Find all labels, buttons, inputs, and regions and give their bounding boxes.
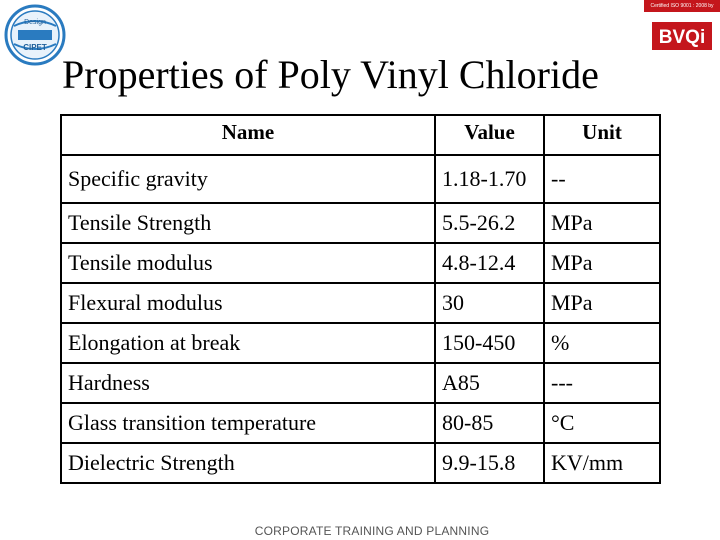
cell-value: 80-85 [435, 403, 544, 443]
cell-unit: MPa [544, 203, 660, 243]
table-row [61, 283, 660, 323]
header-name: Name [61, 115, 435, 155]
cell-name: Flexural modulus [61, 283, 435, 323]
certification-strip: Certified ISO 9001 : 2008 by [644, 0, 720, 12]
table-row [61, 363, 660, 403]
cipet-logo [2, 4, 68, 66]
cell-unit: °C [544, 403, 660, 443]
table-header-row [61, 115, 660, 155]
cell-name: Glass transition temperature [61, 403, 435, 443]
cell-unit: --- [544, 363, 660, 403]
logo-left-bottom-text: CIPET [23, 43, 47, 52]
header-unit: Unit [544, 115, 660, 155]
cell-name: Tensile Strength [61, 203, 435, 243]
bvqi-certification-logo [644, 0, 720, 52]
table-row [61, 443, 660, 483]
cell-value: 150-450 [435, 323, 544, 363]
cell-name: Hardness [61, 363, 435, 403]
table-row [61, 243, 660, 283]
slide-title: Properties of Poly Vinyl Chloride [62, 52, 599, 97]
cell-unit: -- [544, 155, 660, 203]
cell-unit: MPa [544, 283, 660, 323]
properties-table [60, 114, 661, 484]
cell-unit: MPa [544, 243, 660, 283]
cell-value: 30 [435, 283, 544, 323]
logo-left-top-text: Design [24, 19, 46, 26]
cell-name: Specific gravity [61, 155, 435, 203]
header-value: Value [435, 115, 544, 155]
table-row [61, 403, 660, 443]
cell-unit: KV/mm [544, 443, 660, 483]
cell-value: 1.18-1.70 [435, 155, 544, 203]
cell-value: 9.9-15.8 [435, 443, 544, 483]
bvqi-brand-text: BVQi [658, 27, 706, 48]
cell-name: Dielectric Strength [61, 443, 435, 483]
table-row [61, 323, 660, 363]
table-row [61, 203, 660, 243]
cell-value: A85 [435, 363, 544, 403]
cell-name: Elongation at break [61, 323, 435, 363]
footer-text: CORPORATE TRAINING AND PLANNING [254, 524, 490, 538]
cell-name: Tensile modulus [61, 243, 435, 283]
cell-value: 5.5-26.2 [435, 203, 544, 243]
cell-value: 4.8-12.4 [435, 243, 544, 283]
table-row [61, 155, 660, 203]
cell-unit: % [544, 323, 660, 363]
